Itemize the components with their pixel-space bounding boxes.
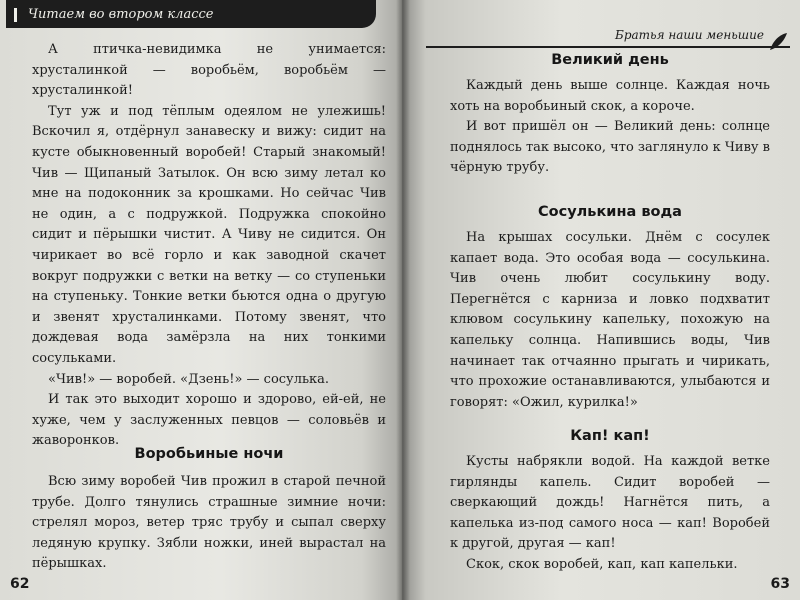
right-running-head-text: Братья наши меньшие (615, 28, 764, 42)
right-page-number: 63 (770, 576, 790, 592)
paragraph: Кусты набрякли водой. На каждой ветке гирлянды капель. Сидит воробей — сверкающий дождь! Нагнётся пить, а капелька из-под самого носа — кап! Воробей к другой, другая — кап! (450, 454, 770, 552)
left-running-head-text: Читаем во втором классе (28, 6, 214, 22)
paragraph: Скок, скок воробей, кап, кап капельки. (466, 556, 738, 572)
leaf-ornament-icon (768, 32, 788, 52)
paragraph: И так это выходит хорошо и здорово, ей-ей, не хуже, чем у заслуженных певцов — соловьёв и жаворонков. (32, 392, 386, 449)
right-section-3 (450, 452, 770, 576)
paragraph: Тут уж и под тёплым одеялом не улежишь! Вскочил я, отдёрнул занавеску и вижу: сидит на кусте обыкновенный воробей! Старый знакомый! Чив — Щипаный Затылок. Он всю зиму летал ко мне на подоконник за крошками. Но сейчас Чив не один, а с подружкой. Подружка спокойно сидит и пёрышки чистит. А Чиву не сидится. Он чирикает во всё горло и как заводной скачет вокруг подружки с ветки на ветку — со ступеньки на ступеньку. Тонкие ветки бьются одна о другую и звенят хрусталинками. Потому звенят, что дождевая вода замёрзла на них тонкими сосульками. (32, 103, 386, 366)
paragraph: На крышах сосульки. Днём с сосулек капает вода. Это особая вода — сосулькина. Чив очень любит сосулькину воду. Перегнётся с карниза и ловко подхватит клювом сосулькину капельку, похожую на капельку солнца. Напившись воды, Чив начинает так отчаянно прыгать и чирикать, что прохожие останавливаются, улыбаются и говорят: «Ожил, курилка!» (450, 230, 770, 410)
left-body-bottom (32, 472, 386, 575)
paragraph: Каждый день выше солнце. Каждая ночь хоть на воробьиный скок, а короче. (450, 78, 770, 114)
left-body-top (32, 40, 386, 452)
left-running-head (6, 0, 376, 28)
left-page-number: 62 (10, 576, 30, 592)
paragraph: И вот пришёл он — Великий день: солнце поднялось так высоко, что заглянуло к Чиву в чёрную трубу. (450, 119, 770, 176)
right-page (402, 0, 800, 600)
paragraph: Всю зиму воробей Чив прожил в старой печной трубе. Долго тянулись страшные зимние ночи: стрелял мороз, ветер тряс трубу и сыпал сверху ледяную крупку. Зябли ножки, иней вырастал на пёрышках. (32, 474, 386, 572)
section-heading: Великий день (551, 52, 669, 68)
book-gutter (396, 0, 410, 600)
section-heading: Кап! кап! (570, 428, 650, 444)
paragraph: А птичка-невидимка не унимается: хрусталинкой — воробьём, воробьём — хрусталинкой! (32, 42, 386, 99)
running-head-bar (14, 8, 17, 22)
right-section-1 (450, 76, 770, 179)
section-heading: Сосулькина вода (538, 204, 682, 220)
section-heading: Воробьиные ночи (134, 446, 284, 462)
right-running-head (426, 20, 790, 48)
right-section-2 (450, 228, 770, 413)
paragraph: «Чив!» — воробей. «Дзень!» — сосулька. (48, 371, 330, 387)
